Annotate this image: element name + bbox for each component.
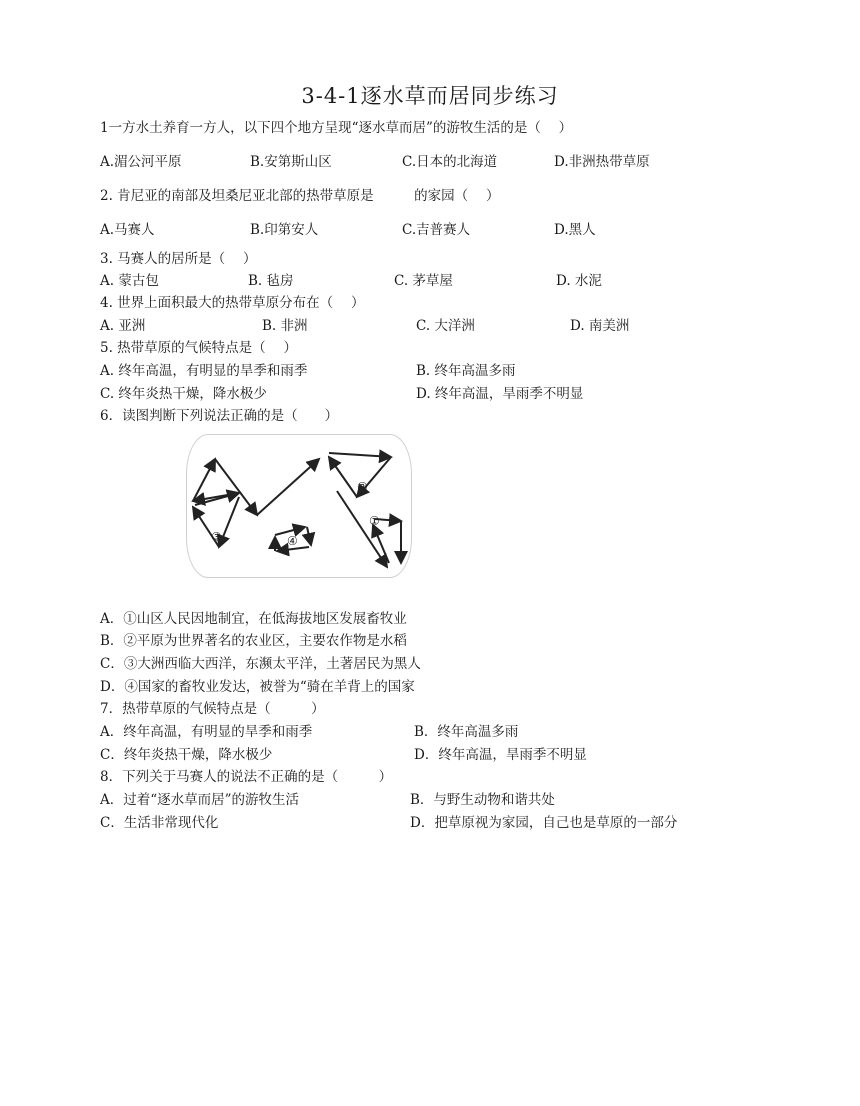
q2-option-c: C.吉普赛人 — [402, 222, 471, 238]
q3-option-d: D. 水泥 — [556, 273, 602, 289]
q8-option-b: B．与野生动物和谐共处 — [410, 792, 555, 808]
map-label-4: ④ — [287, 534, 298, 548]
map-label-2: ② — [357, 480, 368, 494]
q3-option-b: B. 毡房 — [248, 273, 294, 289]
question-3-stem: 3. 马赛人的居所是（ ） — [100, 251, 257, 267]
q5-option-d: D. 终年高温，旱雨季不明显 — [416, 386, 584, 402]
q1-option-d: D.非洲热带草原 — [554, 154, 650, 170]
q7-option-a: A．终年高温，有明显的旱季和雨季 — [100, 724, 313, 740]
q2-option-d: D.黑人 — [554, 222, 596, 238]
question-8-stem: 8．下列关于马赛人的说法不正确的是（ ） — [100, 769, 393, 785]
q6-option-a: A．①山区人民因地制宜，在低海拔地区发展畜牧业 — [100, 611, 407, 627]
q4-option-c: C. 大洋洲 — [416, 318, 475, 334]
map-label-3: ③ — [211, 530, 222, 544]
q4-option-b: B. 非洲 — [262, 318, 308, 334]
q3-option-a: A. 蒙古包 — [100, 273, 159, 289]
q2-option-b: B.印第安人 — [250, 222, 319, 238]
world-map-figure — [186, 434, 412, 578]
q4-option-d: D. 南美洲 — [570, 318, 630, 334]
question-2-stem: 2. 肯尼亚的南部及坦桑尼亚北部的热带草原是 的家园（ ） — [100, 188, 500, 204]
q8-option-d: D．把草原视为家园，自己也是草原的一部分 — [410, 815, 678, 831]
q8-option-a: A．过着“逐水草而居”的游牧生活 — [100, 792, 300, 808]
q1-option-c: C.日本的北海道 — [402, 154, 498, 170]
map-label-1: ① — [369, 514, 380, 528]
q5-option-c: C. 终年炎热干燥，降水极少 — [100, 386, 267, 402]
page-title: 3-4-1逐水草而居同步练习 — [301, 84, 559, 108]
world-map-sketch — [187, 435, 411, 577]
question-1-stem: 1一方水土养育一方人，以下四个地方呈现“逐水草而居”的游牧生活的是（ ） — [100, 120, 573, 136]
q6-option-c: C．③大洲西临大西洋，东濒太平洋，土著居民为黑人 — [100, 656, 421, 672]
q4-option-a: A. 亚洲 — [100, 318, 146, 334]
q6-option-d: D．④国家的畜牧业发达，被誉为“骑在羊背上的国家 — [100, 679, 415, 695]
question-7-stem: 7．热带草原的气候特点是（ ） — [100, 701, 325, 717]
q3-option-c: C. 茅草屋 — [394, 273, 453, 289]
q5-option-b: B. 终年高温多雨 — [416, 363, 516, 379]
q1-option-b: B.安第斯山区 — [250, 154, 332, 170]
question-4-stem: 4. 世界上面积最大的热带草原分布在（ ） — [100, 295, 365, 311]
question-5-stem: 5. 热带草原的气候特点是（ ） — [100, 340, 297, 356]
q7-option-c: C．终年炎热干燥，降水极少 — [100, 747, 273, 763]
q8-option-c: C．生活非常现代化 — [100, 815, 219, 831]
q5-option-a: A. 终年高温，有明显的旱季和雨季 — [100, 363, 308, 379]
q2-option-a: A.马赛人 — [100, 222, 155, 238]
q7-option-b: B．终年高温多雨 — [414, 724, 519, 740]
q6-option-b: B．②平原为世界著名的农业区，主要农作物是水稻 — [100, 633, 407, 649]
q7-option-d: D．终年高温，旱雨季不明显 — [414, 747, 587, 763]
question-6-stem: 6．读图判断下列说法正确的是（ ） — [100, 408, 339, 424]
q1-option-a: A.湄公河平原 — [100, 154, 182, 170]
